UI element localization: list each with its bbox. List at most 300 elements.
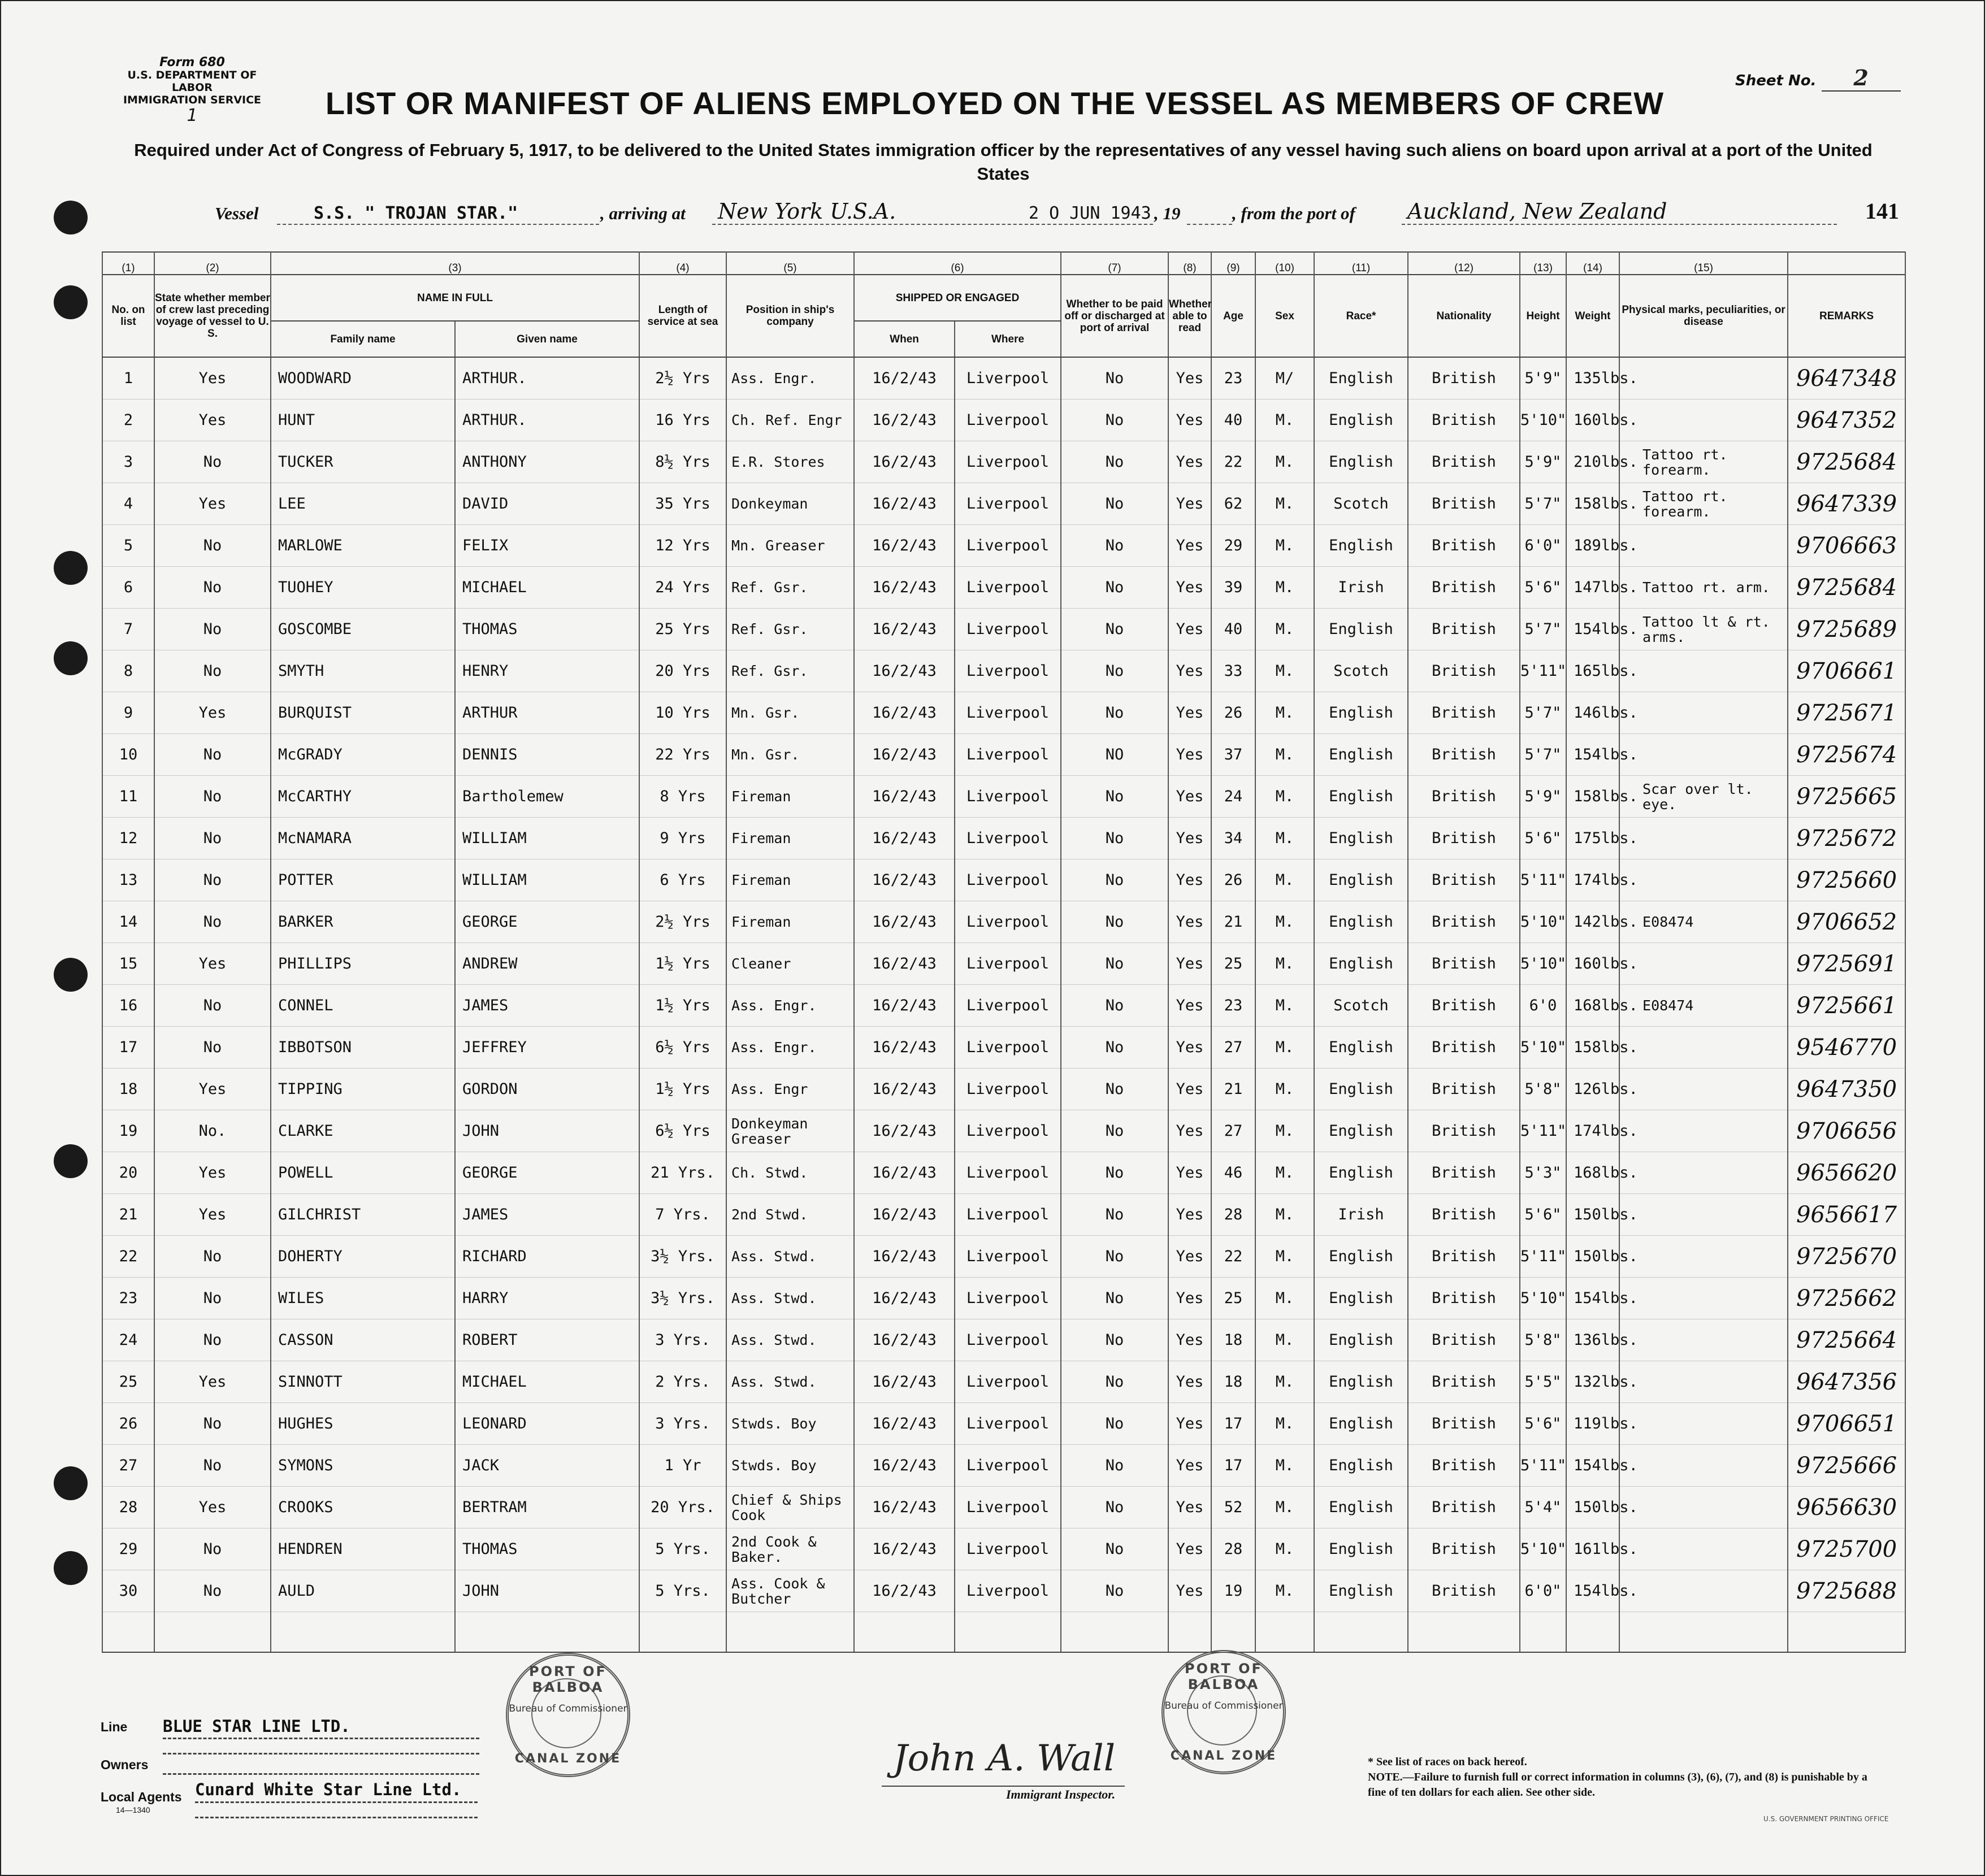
cell-shipped-when: 16/2/43 bbox=[854, 525, 955, 567]
cell-given-name: DAVID bbox=[455, 483, 639, 525]
cell-sex: M. bbox=[1255, 609, 1314, 650]
cell-weight: 147lbs. bbox=[1566, 567, 1619, 609]
cell-nationality: British bbox=[1408, 818, 1520, 859]
cell-race: Irish bbox=[1314, 1194, 1408, 1236]
cell-physical-marks bbox=[1619, 1528, 1788, 1570]
cell-remarks: 9725674 bbox=[1788, 734, 1905, 776]
cell-row-number: 10 bbox=[102, 734, 154, 776]
cell-position: E.R. Stores bbox=[726, 441, 854, 483]
cell-remarks: 9725700 bbox=[1788, 1528, 1905, 1570]
cell-shipped-where: Liverpool bbox=[955, 441, 1061, 483]
cell-row-number: 7 bbox=[102, 609, 154, 650]
cell-shipped-when: 16/2/43 bbox=[854, 1570, 955, 1612]
cell-weight: 154lbs. bbox=[1566, 609, 1619, 650]
cell-position: 2nd Cook & Baker. bbox=[726, 1528, 854, 1570]
cell-length-of-service: 35 Yrs bbox=[639, 483, 726, 525]
cell-sex: M. bbox=[1255, 441, 1314, 483]
cell-length-of-service: 2 Yrs. bbox=[639, 1361, 726, 1403]
cell-family-name: McNAMARA bbox=[271, 818, 455, 859]
cell-shipped-when: 16/2/43 bbox=[854, 399, 955, 441]
cell-height: 5'10" bbox=[1520, 943, 1566, 985]
cell-shipped-where: Liverpool bbox=[955, 567, 1061, 609]
table-row bbox=[102, 1110, 1905, 1152]
cell-race: English bbox=[1314, 818, 1408, 859]
cell-age: 23 bbox=[1211, 985, 1255, 1027]
cell-shipped-where: Liverpool bbox=[955, 901, 1061, 943]
header-race: Race* bbox=[1314, 275, 1408, 357]
cell-family-name: HUNT bbox=[271, 399, 455, 441]
cell-previous-voyage: No bbox=[154, 1570, 271, 1612]
stamp-top-text: PORT OF BALBOA bbox=[1185, 1661, 1263, 1692]
cell-able-to-read: Yes bbox=[1168, 567, 1211, 609]
table-row bbox=[102, 1069, 1905, 1110]
cell-weight: 210lbs. bbox=[1566, 441, 1619, 483]
cell-paid-off: No bbox=[1061, 609, 1168, 650]
cell-family-name: SYMONS bbox=[271, 1445, 455, 1487]
cell-height: 5'9" bbox=[1520, 776, 1566, 818]
cell-race: English bbox=[1314, 901, 1408, 943]
cell-paid-off: No bbox=[1061, 1319, 1168, 1361]
sheet-label: Sheet No. bbox=[1735, 72, 1817, 89]
cell-row-number: 27 bbox=[102, 1445, 154, 1487]
cell-given-name: GORDON bbox=[455, 1069, 639, 1110]
cell-race: English bbox=[1314, 441, 1408, 483]
cell-previous-voyage: No bbox=[154, 734, 271, 776]
cell-paid-off: No bbox=[1061, 1069, 1168, 1110]
cell-position: Fireman bbox=[726, 859, 854, 901]
cell-able-to-read: Yes bbox=[1168, 734, 1211, 776]
cell-height: 5'3" bbox=[1520, 1152, 1566, 1194]
cell-length-of-service: 6 Yrs bbox=[639, 859, 726, 901]
cell-sex: M. bbox=[1255, 525, 1314, 567]
cell-position: Fireman bbox=[726, 818, 854, 859]
cell-length-of-service: 2½ Yrs bbox=[639, 901, 726, 943]
cell-nationality: British bbox=[1408, 943, 1520, 985]
cell-shipped-when: 16/2/43 bbox=[854, 483, 955, 525]
cell-weight: 154lbs. bbox=[1566, 1278, 1619, 1319]
cell-shipped-where: Liverpool bbox=[955, 818, 1061, 859]
cell-weight: 161lbs. bbox=[1566, 1528, 1619, 1570]
cell-given-name: GEORGE bbox=[455, 901, 639, 943]
table-row bbox=[102, 859, 1905, 901]
cell-shipped-when: 16/2/43 bbox=[854, 1445, 955, 1487]
cell-length-of-service: 2½ Yrs bbox=[639, 357, 726, 399]
cell-previous-voyage: No bbox=[154, 985, 271, 1027]
cell-remarks: 9647352 bbox=[1788, 399, 1905, 441]
column-header-row bbox=[102, 275, 1905, 321]
cell-nationality: British bbox=[1408, 483, 1520, 525]
cell-sex: M. bbox=[1255, 692, 1314, 734]
cell-sex: M. bbox=[1255, 1152, 1314, 1194]
cell-row-number: 18 bbox=[102, 1069, 154, 1110]
cell-nationality: British bbox=[1408, 1528, 1520, 1570]
header-able-to-read: Whether able to read bbox=[1168, 275, 1211, 357]
cell-height: 6'0 bbox=[1520, 985, 1566, 1027]
header-shipped-or-engaged: SHIPPED OR ENGAGED bbox=[854, 275, 1061, 321]
cell-paid-off: No bbox=[1061, 1236, 1168, 1278]
year-label: , 19 bbox=[1154, 203, 1181, 223]
crew-rows bbox=[102, 357, 1905, 1652]
cell-position: Ass. Engr. bbox=[726, 985, 854, 1027]
cell-age: 26 bbox=[1211, 692, 1255, 734]
cell-able-to-read: Yes bbox=[1168, 692, 1211, 734]
form-code: 14—1340 bbox=[116, 1805, 150, 1814]
table-row bbox=[102, 1236, 1905, 1278]
cell-nationality: British bbox=[1408, 399, 1520, 441]
cell-family-name: TIPPING bbox=[271, 1069, 455, 1110]
cell-remarks: 9546770 bbox=[1788, 1027, 1905, 1069]
cell-race: English bbox=[1314, 357, 1408, 399]
binder-hole bbox=[54, 1144, 88, 1178]
agents-value: Cunard White Star Line Ltd. bbox=[195, 1780, 462, 1799]
cell-race: English bbox=[1314, 776, 1408, 818]
cell-race: English bbox=[1314, 1445, 1408, 1487]
col-number: (1) bbox=[102, 252, 154, 275]
cell-weight: 154lbs. bbox=[1566, 1570, 1619, 1612]
cell-previous-voyage: No bbox=[154, 1319, 271, 1361]
cell-age: 22 bbox=[1211, 441, 1255, 483]
cell-weight: 136lbs. bbox=[1566, 1319, 1619, 1361]
cell-family-name: LEE bbox=[271, 483, 455, 525]
cell-weight: 165lbs. bbox=[1566, 650, 1619, 692]
cell-previous-voyage: No bbox=[154, 859, 271, 901]
cell-sex: M. bbox=[1255, 1194, 1314, 1236]
cell-age: 29 bbox=[1211, 525, 1255, 567]
cell-position: Ass. Engr bbox=[726, 1069, 854, 1110]
cell-age: 17 bbox=[1211, 1403, 1255, 1445]
cell-sex: M. bbox=[1255, 776, 1314, 818]
cell-able-to-read: Yes bbox=[1168, 859, 1211, 901]
table-row bbox=[102, 1027, 1905, 1069]
form-number: Form 680 bbox=[159, 55, 225, 70]
cell-family-name: SINNOTT bbox=[271, 1361, 455, 1403]
cell-age: 19 bbox=[1211, 1570, 1255, 1612]
cell-able-to-read: Yes bbox=[1168, 650, 1211, 692]
cell-remarks: 9706661 bbox=[1788, 650, 1905, 692]
cell-height: 5'7" bbox=[1520, 734, 1566, 776]
cell-sex: M. bbox=[1255, 567, 1314, 609]
cell-shipped-where: Liverpool bbox=[955, 483, 1061, 525]
table-row bbox=[102, 1403, 1905, 1445]
cell-position: Chief & Ships Cook bbox=[726, 1487, 854, 1528]
cell-previous-voyage: Yes bbox=[154, 943, 271, 985]
cell-race: English bbox=[1314, 1236, 1408, 1278]
line-label: Line bbox=[101, 1719, 128, 1734]
cell-weight: 119lbs. bbox=[1566, 1403, 1619, 1445]
col-number: (9) bbox=[1211, 252, 1255, 275]
stamp-center-text: Bureau of Commissioner bbox=[1164, 1700, 1283, 1712]
cell-row-number: 20 bbox=[102, 1152, 154, 1194]
cell-remarks: 9647356 bbox=[1788, 1361, 1905, 1403]
vessel-line bbox=[215, 198, 1905, 232]
cell-weight: 168lbs. bbox=[1566, 1152, 1619, 1194]
cell-physical-marks: Scar over lt. eye. bbox=[1619, 776, 1788, 818]
cell-length-of-service: 20 Yrs bbox=[639, 650, 726, 692]
cell-shipped-when: 16/2/43 bbox=[854, 1487, 955, 1528]
cell-shipped-where: Liverpool bbox=[955, 943, 1061, 985]
cell-race: English bbox=[1314, 525, 1408, 567]
cell-previous-voyage: Yes bbox=[154, 399, 271, 441]
cell-age: 27 bbox=[1211, 1027, 1255, 1069]
cell-sex: M. bbox=[1255, 1278, 1314, 1319]
cell-weight: 174lbs. bbox=[1566, 859, 1619, 901]
cell-remarks: 9725688 bbox=[1788, 1570, 1905, 1612]
cell-previous-voyage: Yes bbox=[154, 1361, 271, 1403]
cell-given-name: LEONARD bbox=[455, 1403, 639, 1445]
cell-race: English bbox=[1314, 1403, 1408, 1445]
from-label: , from the port of bbox=[1232, 203, 1355, 223]
cell-shipped-where: Liverpool bbox=[955, 1570, 1061, 1612]
cell-paid-off: No bbox=[1061, 1027, 1168, 1069]
cell-sex: M. bbox=[1255, 650, 1314, 692]
cell-paid-off: No bbox=[1061, 1361, 1168, 1403]
cell-race: English bbox=[1314, 1069, 1408, 1110]
cell-sex: M. bbox=[1255, 1570, 1314, 1612]
cell-race: Scotch bbox=[1314, 985, 1408, 1027]
cell-age: 21 bbox=[1211, 1069, 1255, 1110]
cell-family-name: GILCHRIST bbox=[271, 1194, 455, 1236]
cell-age: 22 bbox=[1211, 1236, 1255, 1278]
cell-paid-off: No bbox=[1061, 441, 1168, 483]
cell-physical-marks bbox=[1619, 1027, 1788, 1069]
cell-row-number: 5 bbox=[102, 525, 154, 567]
cell-weight: 126lbs. bbox=[1566, 1069, 1619, 1110]
cell-row-number: 15 bbox=[102, 943, 154, 985]
header-nationality: Nationality bbox=[1408, 275, 1520, 357]
cell-previous-voyage: No bbox=[154, 441, 271, 483]
cell-nationality: British bbox=[1408, 1194, 1520, 1236]
table-row bbox=[102, 1152, 1905, 1194]
header-position: Position in ship's company bbox=[726, 275, 854, 357]
cell-height: 5'6" bbox=[1520, 1194, 1566, 1236]
cell-shipped-where: Liverpool bbox=[955, 1445, 1061, 1487]
cell-previous-voyage: Yes bbox=[154, 483, 271, 525]
cell-nationality: British bbox=[1408, 1361, 1520, 1403]
cell-able-to-read: Yes bbox=[1168, 1236, 1211, 1278]
cell-height: 5'10" bbox=[1520, 1027, 1566, 1069]
page-number: 141 bbox=[1865, 198, 1899, 224]
cell-length-of-service: 3 Yrs. bbox=[639, 1403, 726, 1445]
cell-remarks: 9725660 bbox=[1788, 859, 1905, 901]
cell-race: Scotch bbox=[1314, 650, 1408, 692]
cell-paid-off: No bbox=[1061, 1194, 1168, 1236]
cell-able-to-read: Yes bbox=[1168, 1027, 1211, 1069]
cell-able-to-read: Yes bbox=[1168, 1487, 1211, 1528]
cell-sex: M. bbox=[1255, 399, 1314, 441]
cell-row-number: 22 bbox=[102, 1236, 154, 1278]
cell-row-number: 24 bbox=[102, 1319, 154, 1361]
cell-race: English bbox=[1314, 609, 1408, 650]
cell-given-name: THOMAS bbox=[455, 609, 639, 650]
cell-remarks: 9647348 bbox=[1788, 357, 1905, 399]
binder-hole bbox=[54, 201, 88, 234]
cell-weight: 132lbs. bbox=[1566, 1361, 1619, 1403]
cell-position: Cleaner bbox=[726, 943, 854, 985]
cell-family-name: McCARTHY bbox=[271, 776, 455, 818]
table-row bbox=[102, 901, 1905, 943]
cell-previous-voyage: No bbox=[154, 1027, 271, 1069]
cell-previous-voyage: No bbox=[154, 609, 271, 650]
cell-shipped-when: 16/2/43 bbox=[854, 1194, 955, 1236]
cell-height: 5'6" bbox=[1520, 818, 1566, 859]
cell-row-number: 25 bbox=[102, 1361, 154, 1403]
cell-remarks: 9725671 bbox=[1788, 692, 1905, 734]
col-number: (2) bbox=[154, 252, 271, 275]
cell-shipped-when: 16/2/43 bbox=[854, 985, 955, 1027]
cell-length-of-service: 9 Yrs bbox=[639, 818, 726, 859]
cell-shipped-when: 16/2/43 bbox=[854, 609, 955, 650]
cell-race: Irish bbox=[1314, 567, 1408, 609]
cell-age: 52 bbox=[1211, 1487, 1255, 1528]
cell-paid-off: No bbox=[1061, 1487, 1168, 1528]
cell-weight: 174lbs. bbox=[1566, 1110, 1619, 1152]
header-name-in-full: NAME IN FULL bbox=[271, 275, 639, 321]
cell-remarks: 9725661 bbox=[1788, 985, 1905, 1027]
header-no-on-list: No. on list bbox=[102, 275, 154, 357]
table-row bbox=[102, 609, 1905, 650]
vessel-label: Vessel bbox=[215, 203, 259, 223]
cell-length-of-service: 6½ Yrs bbox=[639, 1027, 726, 1069]
cell-age: 40 bbox=[1211, 609, 1255, 650]
cell-sex: M/ bbox=[1255, 357, 1314, 399]
cell-family-name: CROOKS bbox=[271, 1487, 455, 1528]
cell-shipped-where: Liverpool bbox=[955, 859, 1061, 901]
cell-family-name: DOHERTY bbox=[271, 1236, 455, 1278]
header-previous-voyage: State whether member of crew last preceding voyage of vessel to U. S. bbox=[154, 275, 271, 357]
cell-paid-off: No bbox=[1061, 943, 1168, 985]
cell-previous-voyage: No bbox=[154, 1403, 271, 1445]
cell-age: 24 bbox=[1211, 776, 1255, 818]
cell-shipped-where: Liverpool bbox=[955, 1110, 1061, 1152]
cell-physical-marks bbox=[1619, 1487, 1788, 1528]
cell-row-number: 4 bbox=[102, 483, 154, 525]
cell-given-name: ROBERT bbox=[455, 1319, 639, 1361]
table-row bbox=[102, 483, 1905, 525]
cell-physical-marks: Tattoo rt. arm. bbox=[1619, 567, 1788, 609]
cell-sex: M. bbox=[1255, 859, 1314, 901]
cell-able-to-read: Yes bbox=[1168, 1194, 1211, 1236]
cell-shipped-when: 16/2/43 bbox=[854, 1278, 955, 1319]
cell-physical-marks bbox=[1619, 357, 1788, 399]
cell-paid-off: No bbox=[1061, 567, 1168, 609]
cell-shipped-when: 16/2/43 bbox=[854, 943, 955, 985]
cell-shipped-where: Liverpool bbox=[955, 1319, 1061, 1361]
cell-shipped-when: 16/2/43 bbox=[854, 859, 955, 901]
cell-race: English bbox=[1314, 1319, 1408, 1361]
cell-previous-voyage: Yes bbox=[154, 1194, 271, 1236]
table-row bbox=[102, 734, 1905, 776]
cell-position: Fireman bbox=[726, 901, 854, 943]
cell-able-to-read: Yes bbox=[1168, 399, 1211, 441]
cell-race: English bbox=[1314, 1278, 1408, 1319]
stamp-top-text: PORT OF BALBOA bbox=[529, 1664, 607, 1695]
cell-given-name: JAMES bbox=[455, 985, 639, 1027]
cell-family-name: PHILLIPS bbox=[271, 943, 455, 985]
cell-remarks: 9725670 bbox=[1788, 1236, 1905, 1278]
cell-shipped-where: Liverpool bbox=[955, 1403, 1061, 1445]
cell-given-name: MICHAEL bbox=[455, 567, 639, 609]
cell-nationality: British bbox=[1408, 1445, 1520, 1487]
cell-physical-marks bbox=[1619, 1236, 1788, 1278]
cell-length-of-service: 22 Yrs bbox=[639, 734, 726, 776]
cell-height: 5'5" bbox=[1520, 1361, 1566, 1403]
cell-weight: 158lbs. bbox=[1566, 1027, 1619, 1069]
cell-shipped-when: 16/2/43 bbox=[854, 1027, 955, 1069]
cell-physical-marks bbox=[1619, 692, 1788, 734]
cell-given-name: ARTHUR bbox=[455, 692, 639, 734]
cell-position: 2nd Stwd. bbox=[726, 1194, 854, 1236]
cell-height: 6'0" bbox=[1520, 525, 1566, 567]
cell-nationality: British bbox=[1408, 1027, 1520, 1069]
cell-shipped-when: 16/2/43 bbox=[854, 692, 955, 734]
cell-shipped-where: Liverpool bbox=[955, 1194, 1061, 1236]
cell-family-name: TUOHEY bbox=[271, 567, 455, 609]
cell-sex: M. bbox=[1255, 1069, 1314, 1110]
cell-given-name: WILLIAM bbox=[455, 818, 639, 859]
cell-weight: 142lbs. bbox=[1566, 901, 1619, 943]
cell-shipped-when: 16/2/43 bbox=[854, 818, 955, 859]
cell-given-name: WILLIAM bbox=[455, 859, 639, 901]
cell-row-number: 16 bbox=[102, 985, 154, 1027]
table-row bbox=[102, 985, 1905, 1027]
cell-nationality: British bbox=[1408, 734, 1520, 776]
arrival-date: 2 O JUN 1943 bbox=[1029, 203, 1151, 223]
cell-physical-marks bbox=[1619, 1069, 1788, 1110]
cell-height: 5'4" bbox=[1520, 1487, 1566, 1528]
cell-shipped-where: Liverpool bbox=[955, 1487, 1061, 1528]
cell-physical-marks bbox=[1619, 1152, 1788, 1194]
cell-age: 18 bbox=[1211, 1361, 1255, 1403]
cell-remarks: 9656617 bbox=[1788, 1194, 1905, 1236]
cell-position: Ass. Stwd. bbox=[726, 1236, 854, 1278]
cell-row-number: 23 bbox=[102, 1278, 154, 1319]
cell-family-name: POTTER bbox=[271, 859, 455, 901]
cell-given-name: ARTHUR. bbox=[455, 357, 639, 399]
cell-able-to-read: Yes bbox=[1168, 525, 1211, 567]
cell-nationality: British bbox=[1408, 859, 1520, 901]
sheet-number bbox=[1735, 65, 1901, 92]
cell-position: Donkeyman bbox=[726, 483, 854, 525]
cell-position: Fireman bbox=[726, 776, 854, 818]
cell-weight: 154lbs. bbox=[1566, 734, 1619, 776]
cell-position: Ass. Stwd. bbox=[726, 1319, 854, 1361]
cell-previous-voyage: No bbox=[154, 567, 271, 609]
cell-physical-marks: E08474 bbox=[1619, 985, 1788, 1027]
cell-age: 17 bbox=[1211, 1445, 1255, 1487]
cell-physical-marks bbox=[1619, 734, 1788, 776]
cell-sex: M. bbox=[1255, 734, 1314, 776]
cell-sex: M. bbox=[1255, 1236, 1314, 1278]
owners-label: Owners bbox=[101, 1757, 149, 1772]
cell-physical-marks bbox=[1619, 1570, 1788, 1612]
cell-physical-marks bbox=[1619, 943, 1788, 985]
cell-paid-off: No bbox=[1061, 357, 1168, 399]
cell-family-name: POWELL bbox=[271, 1152, 455, 1194]
cell-height: 5'10" bbox=[1520, 901, 1566, 943]
cell-shipped-when: 16/2/43 bbox=[854, 734, 955, 776]
cell-remarks: 9647350 bbox=[1788, 1069, 1905, 1110]
cell-weight: 150lbs. bbox=[1566, 1194, 1619, 1236]
cell-nationality: British bbox=[1408, 357, 1520, 399]
cell-able-to-read: Yes bbox=[1168, 1069, 1211, 1110]
cell-nationality: British bbox=[1408, 692, 1520, 734]
cell-length-of-service: 10 Yrs bbox=[639, 692, 726, 734]
cell-position: Ch. Stwd. bbox=[726, 1152, 854, 1194]
cell-height: 5'7" bbox=[1520, 609, 1566, 650]
cell-physical-marks bbox=[1619, 859, 1788, 901]
cell-remarks: 9706656 bbox=[1788, 1110, 1905, 1152]
cell-position: Donkeyman Greaser bbox=[726, 1110, 854, 1152]
